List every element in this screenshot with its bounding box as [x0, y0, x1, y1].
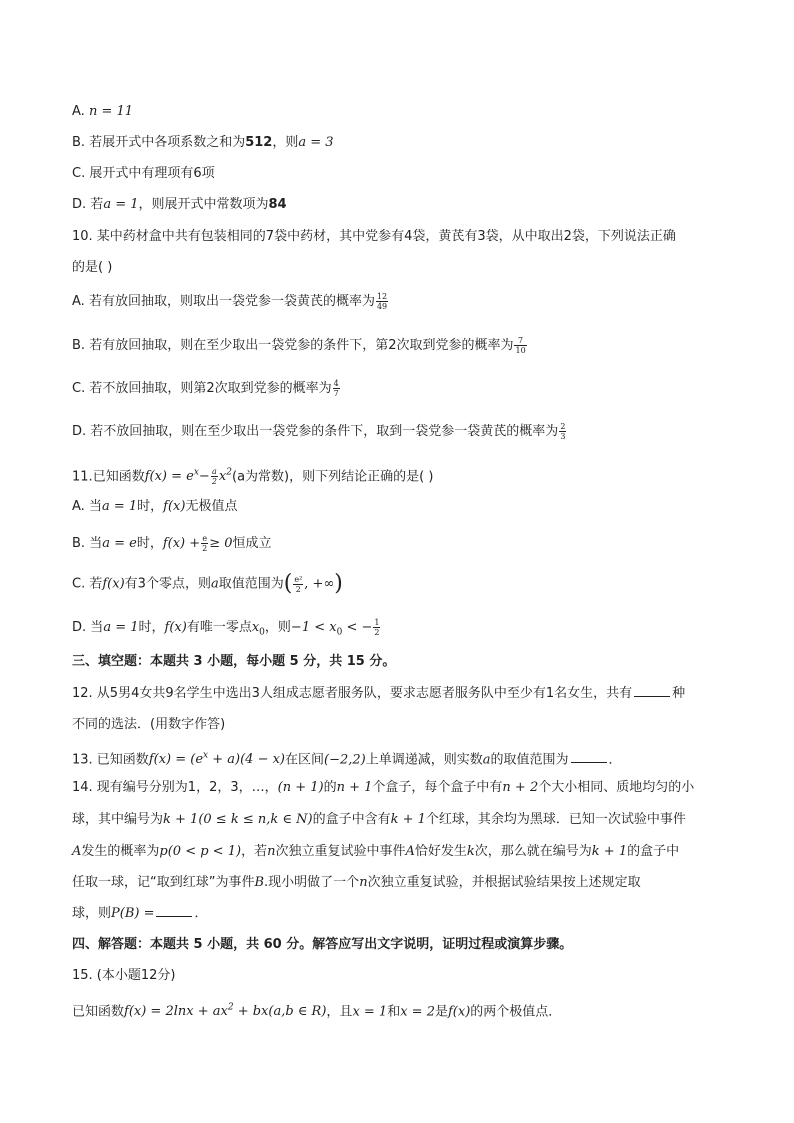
q11-option-b: [72, 534, 722, 554]
right-paren: ): [334, 571, 343, 596]
math-expr: k + 1: [591, 844, 628, 859]
answer-blank[interactable]: [634, 684, 670, 697]
option-text: 时，: [137, 499, 164, 514]
subscript: 0: [336, 627, 343, 638]
q11-option-c: [72, 571, 722, 596]
stem-text: (a为常数): [232, 469, 290, 485]
stem-text: 13. 已知函数: [72, 752, 149, 768]
stem-text: 的盒子中: [627, 844, 680, 859]
stem-text: 12. 从5男4女共9名学生中选出3人组成志愿者服务队，要求志愿者服务队中至少有1名女生，共有: [72, 686, 633, 701]
option-text: 若不放回抽取，则在至少取出一袋党参的条件下，取到一袋党参一袋黄芪的概率为: [90, 424, 559, 439]
option-label: A.: [72, 499, 85, 514]
denominator: 49: [376, 302, 388, 311]
stem-text: 球，则: [72, 906, 112, 921]
question-number: 11.: [72, 469, 93, 485]
math-expr: (n + 1): [277, 780, 324, 795]
option-text: 恒成立: [232, 536, 272, 551]
q9-option-c: [72, 164, 722, 184]
stem-text: 和: [387, 1004, 401, 1020]
math-expr: a = 3: [298, 135, 334, 150]
stem-text: 是: [434, 1004, 448, 1020]
q15-stem: [72, 998, 722, 1022]
denominator: 10: [515, 346, 526, 355]
stem-text: 个盒子，每个盒子中有: [372, 780, 503, 795]
option-text: 有唯一零点: [186, 620, 252, 635]
fraction: [514, 336, 526, 355]
math-expr: n: [359, 875, 368, 890]
superscript: x: [193, 468, 199, 478]
option-text: 有3个零点，则: [124, 576, 211, 592]
numerator: 7: [514, 336, 526, 346]
denominator: 2: [211, 477, 217, 487]
q12-line1: [72, 684, 722, 704]
stem-text: 已知函数: [72, 1004, 125, 1020]
stem-text: ，则下列结论正确的是( ): [289, 469, 434, 485]
option-text: ，则: [264, 620, 291, 635]
math-expr: k + 1: [390, 812, 426, 827]
option-text: ，则: [272, 135, 299, 150]
option-label: C.: [72, 381, 86, 396]
option-text: 当: [88, 499, 102, 514]
math-part: x: [251, 620, 260, 635]
numerator: 2: [560, 422, 566, 431]
q12-line2: 不同的选法．(用数字作答): [72, 717, 226, 732]
numerator: a: [211, 467, 217, 477]
option-text: 若有放回抽取，则取出一袋党参一袋黄芪的概率为: [88, 294, 375, 309]
option-text: ，则展开式中常数项为: [138, 197, 269, 212]
numerator: 12: [376, 292, 388, 301]
denominator: 2: [295, 584, 301, 594]
option-text: 时，: [136, 536, 163, 551]
stem-text: 次独立重复试验中事件: [275, 844, 406, 859]
option-label: A.: [72, 104, 85, 119]
math-expr: n + 2: [502, 780, 539, 795]
math-part: −1 < x: [290, 620, 337, 635]
math-expr: [290, 620, 373, 638]
subscript: 0: [259, 627, 265, 638]
math-expr: [124, 1004, 326, 1019]
math-expr: x = 1: [352, 1004, 388, 1020]
stem-text: 的取值范围为: [490, 752, 569, 768]
q10-option-b: [72, 336, 722, 356]
section-heading-fill-blank: 三、填空题：本题共 3 小题，每小题 5 分，共 15 分。: [72, 654, 396, 669]
stem-text: .现小明做了一个: [264, 875, 360, 890]
stem-text: 发生的概率为: [81, 844, 160, 859]
option-label: D.: [72, 197, 87, 212]
option-text: 若展开式中各项系数之和为: [89, 135, 246, 150]
math-expr: k + 1(0 ≤ k ≤ n,k ∈ N): [163, 812, 313, 827]
fraction: [376, 292, 388, 311]
math-expr: a: [210, 576, 219, 592]
q9-option-a: [72, 102, 722, 122]
fraction: [293, 575, 303, 594]
stem-text: 的: [323, 780, 337, 795]
q14-line4: [72, 873, 722, 893]
superscript: 2: [227, 1003, 234, 1013]
math-part: −: [198, 469, 210, 485]
math-expr: , +∞: [304, 576, 335, 592]
math-expr: a = 1: [103, 620, 139, 635]
stem-text: 上单调递减，则实数: [365, 752, 483, 768]
q11-option-d: [72, 618, 722, 643]
option-text: 若: [89, 576, 103, 592]
math-expr: [144, 467, 232, 487]
math-expr: f(x): [448, 1004, 471, 1020]
math-expr: n + 1: [336, 780, 373, 795]
denominator: 2: [202, 544, 208, 553]
q10-option-c: [72, 379, 722, 399]
option-text: 当: [89, 536, 103, 551]
option-label: A.: [72, 294, 85, 309]
stem-text: 次，那么就在编号为: [474, 844, 592, 859]
stem-text: 14. 现有编号分别为1，2，3，…，: [72, 780, 278, 795]
fraction: [373, 618, 380, 637]
option-label: B.: [72, 338, 86, 353]
math-expr: n = 11: [88, 104, 134, 119]
math-expr: f(x): [102, 576, 125, 592]
stem-text: 在区间: [285, 752, 325, 768]
section-heading-solutions: 四、解答题：本题共 5 小题，共 60 分。解答应写出文字说明，证明过程或演算步骤。: [72, 937, 573, 952]
math-expr: A: [72, 844, 82, 859]
math-expr: (−2,2): [324, 752, 366, 768]
math-expr: P(B) =: [111, 906, 155, 921]
answer-blank[interactable]: [571, 750, 607, 763]
math-part: f(x) = e: [144, 469, 194, 485]
option-text: 若: [90, 197, 104, 212]
option-label: C.: [72, 576, 86, 592]
stem-text: 的两个极值点．: [470, 1004, 562, 1020]
q13: [72, 746, 722, 770]
superscript: x: [203, 751, 209, 761]
q14-line5: [72, 904, 722, 924]
math-part: + a)(4 − x): [208, 752, 285, 768]
option-label: B.: [72, 135, 86, 150]
q15-head: 15. (本小题12分): [72, 968, 176, 983]
denominator: 7: [333, 389, 339, 398]
superscript: 2: [226, 468, 232, 478]
option-text: 若不放回抽取，则第2次取到党参的概率为: [89, 381, 332, 396]
fraction: [201, 534, 208, 553]
math-expr: B: [254, 875, 265, 890]
stem-text: 恰好发生: [414, 844, 467, 859]
stem-text: ．: [194, 906, 208, 921]
option-label: B.: [72, 536, 86, 551]
q9-option-d: [72, 195, 722, 215]
stem-text: 次独立重复试验，并根据试验结果按上述规定取: [367, 875, 641, 890]
math-part: f(x) = (e: [148, 752, 204, 768]
math-part: + bx(a,b ∈ R): [233, 1004, 327, 1020]
q11-stem: [72, 463, 722, 487]
stem-text: 种: [672, 686, 686, 701]
math-expr: ≥ 0: [209, 536, 233, 551]
option-text: 取值范围为: [218, 576, 284, 592]
math-part: f(x) = 2lnx + ax: [124, 1004, 228, 1020]
numerator: 1: [374, 618, 380, 627]
stem-text: 个红球，其余均为黑球．已知一次试验中事件: [425, 812, 686, 827]
q14-line3: [72, 842, 722, 862]
numerator: 4: [333, 379, 339, 388]
stem-text: ，若: [241, 844, 268, 859]
denominator: 3: [560, 432, 566, 441]
math-expr: a = 1: [101, 499, 138, 514]
answer-blank[interactable]: [156, 904, 192, 917]
math-expr: x = 2: [400, 1004, 435, 1020]
numerator: e: [202, 534, 208, 543]
math-expr: f(x): [163, 499, 186, 514]
q10-stem-line2: 的是( ): [72, 260, 113, 275]
denominator: 2: [374, 628, 380, 637]
fraction: [211, 467, 218, 486]
stem-text: ，且: [326, 1004, 353, 1020]
option-text: 当: [90, 620, 104, 635]
option-text: 展开式中有理项有6项: [89, 166, 215, 181]
number: 512: [245, 135, 273, 150]
math-expr: a: [482, 752, 491, 768]
option-text: 时，: [138, 620, 165, 635]
stem-text: 任取一球，记“取到红球”为事件: [72, 875, 255, 890]
math-expr: a = 1: [103, 197, 139, 212]
q10-stem-line1: 10. 某中药材盒中共有包装相同的7袋中药材，其中党参有4袋，黄芪有3袋，从中取出2袋，下列说法正确: [72, 229, 676, 244]
option-text: 若有放回抽取，则在至少取出一袋党参的条件下，第2次取到党参的概率为: [89, 338, 514, 353]
q11-option-a: [72, 497, 722, 517]
option-label: C.: [72, 166, 86, 181]
math-expr: A: [405, 844, 415, 859]
q10-option-a: [72, 292, 722, 312]
math-expr: p(0 < p < 1): [159, 844, 242, 859]
q10-option-d: [72, 422, 722, 442]
q9-option-b: [72, 133, 722, 153]
math-part: < −: [342, 620, 373, 635]
stem-text: 的盒子中含有: [312, 812, 391, 827]
fraction: [333, 379, 340, 398]
q14-line2: [72, 810, 722, 830]
numerator: e²: [294, 574, 303, 584]
math-expr: k: [466, 844, 475, 859]
math-expr: f(x) +: [162, 536, 201, 551]
stem-text: 个大小相同、质地均匀的小: [538, 780, 695, 795]
stem-text: 球，其中编号为: [72, 812, 164, 827]
option-text: 无极值点: [185, 499, 238, 514]
stem-text: ．: [608, 752, 622, 768]
math-expr: [251, 620, 265, 638]
math-expr: a = e: [102, 536, 137, 551]
option-label: D.: [72, 620, 87, 635]
fraction: [559, 422, 566, 441]
math-expr: f(x): [164, 620, 187, 635]
stem-text: 已知函数: [92, 469, 145, 485]
q14-line1: [72, 778, 722, 798]
left-paren: (: [283, 571, 293, 596]
number: 84: [268, 197, 287, 212]
math-expr: n: [267, 844, 276, 859]
math-part: x: [218, 469, 227, 485]
math-expr: [149, 752, 285, 767]
option-label: D.: [72, 424, 87, 439]
